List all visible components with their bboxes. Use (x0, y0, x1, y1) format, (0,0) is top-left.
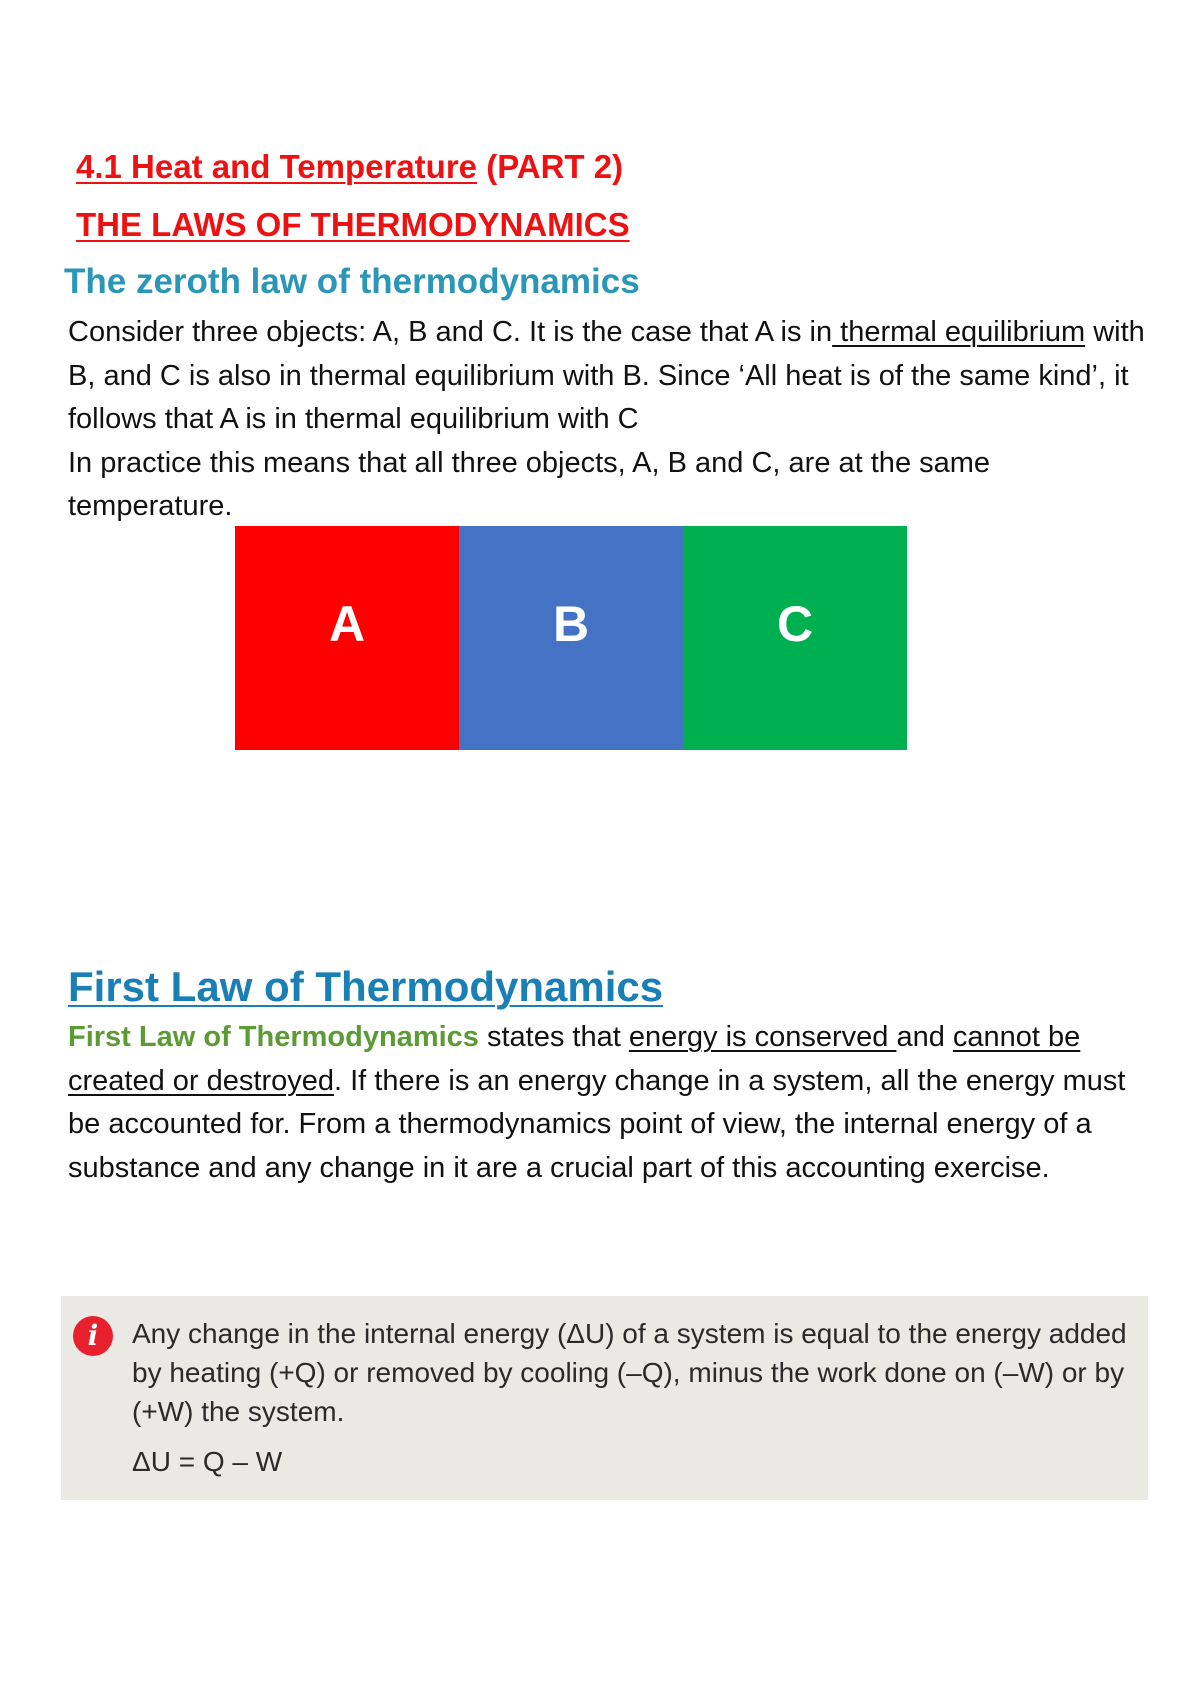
energy-conserved-term: energy is conserved (628, 1021, 897, 1053)
page-subtitle: THE LAWS OF THERMODYNAMICS (76, 206, 630, 243)
zeroth-law-paragraph-1 (68, 311, 1158, 442)
zeroth-law-paragraph-2: In practice this means that all three objects, A, B and C, are at the same temperature. (68, 446, 991, 522)
zeroth-text-b: with B, and C is also in thermal equilibrium with B. Since ‘All heat is of the same kind’, it follows that A is in thermal equilibrium with C (68, 316, 1145, 435)
zeroth-law-body (68, 311, 1158, 529)
first-law-paragraph (68, 1016, 1158, 1190)
object-a-box: A (235, 526, 459, 750)
objects-diagram (235, 526, 907, 750)
first-text-2: and (896, 1021, 953, 1053)
thermal-equilibrium-term: thermal equilibrium (832, 316, 1086, 348)
first-law-body (68, 1016, 1158, 1190)
page-title-part: (PART 2) (477, 148, 624, 185)
info-callout (61, 1296, 1148, 1500)
info-text: Any change in the internal energy (ΔU) of a system is equal to the energy added by heating (+Q) or removed by cooling (–Q), minus the work done on (–W) or by (+W) the system. (132, 1318, 1127, 1427)
object-b-box: B (459, 526, 683, 750)
object-c-box: C (683, 526, 907, 750)
page-title-main: 4.1 Heat and Temperature (76, 148, 478, 185)
first-text-3: . If there is an energy change in a system, all the energy must be accounted for. From a thermodynamics point of view, the internal energy of a substance and any change in it are a crucial part of this accounting exercise. (68, 1064, 1126, 1184)
page-title (76, 148, 623, 186)
first-law-formula: ΔU = Q – W (132, 1446, 283, 1477)
first-law-heading: First Law of Thermodynamics (68, 963, 664, 1010)
first-text-1: states that (478, 1021, 629, 1053)
cannot-be-created-term: cannot be created or destroyed (68, 1021, 1081, 1097)
info-icon: i (73, 1316, 113, 1356)
zeroth-law-heading: The zeroth law of thermodynamics (64, 262, 640, 301)
zeroth-text-a: Consider three objects: A, B and C. It is the case that A is in (68, 316, 833, 348)
first-law-term: First Law of Thermodynamics (68, 1021, 479, 1053)
